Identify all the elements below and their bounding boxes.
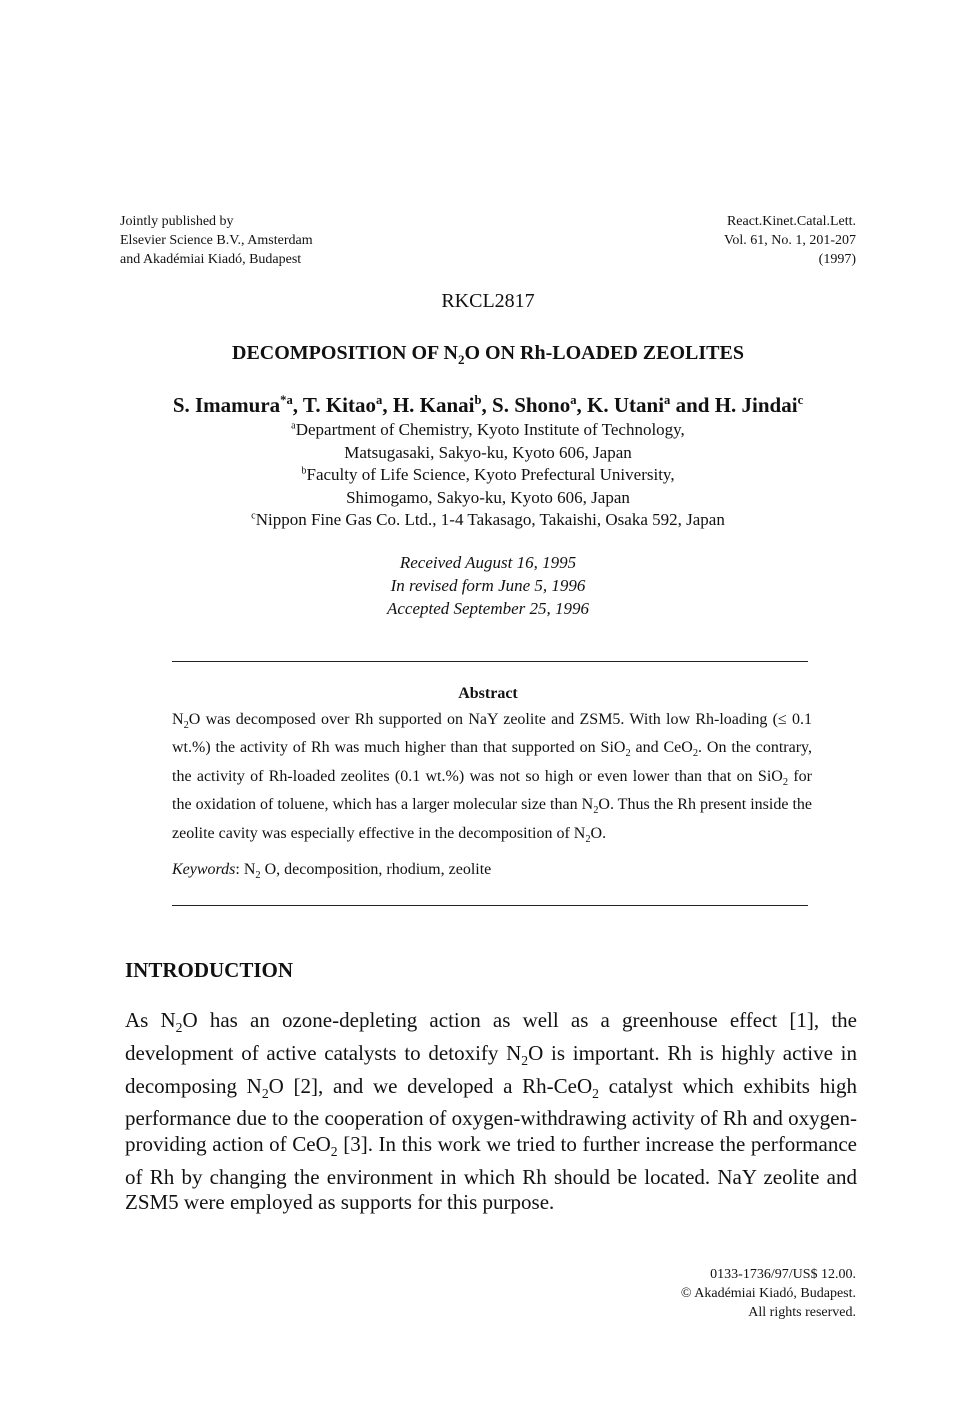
- price-code: 0133-1736/97/US$ 12.00.: [710, 1267, 856, 1282]
- abstract-bottom-divider: [172, 905, 808, 906]
- affiliation-mark: c: [251, 510, 256, 522]
- affiliation-mark: c: [797, 393, 804, 407]
- affiliation-mark: *a: [280, 393, 293, 407]
- affiliation-mark: b: [301, 465, 307, 477]
- author-list: S. Imamura$^{*a}$, T. Kitao$^a$, H. Kanai$^b$, S. Shono$^a$, K. Utani$^a$ and H. Jindai$^c$: [172, 393, 804, 417]
- publisher-line: Elsevier Science B.V., Amsterdam: [120, 233, 313, 248]
- received-date: Received August 16, 1995: [399, 553, 577, 572]
- article-code: RKCL2817: [441, 290, 535, 312]
- abstract-body: $N_2O$ was decomposed over Rh supported on NaY zeolite and ZSM5. With low Rh-loading (≤ 0.1 wt.%) the activity of Rh was much higher than that supported on SiO$_2$ and CeO$_2$. On the contrary, the activity of Rh-loaded zeolites (0.1 wt.%) was not so high or even lower than that on SiO$_2$ for the oxidation of toluene, which has a larger molecular size than $N_2O$. Thus the Rh present inside the zeolite cavity was especially effective in the decomposition of $N_2O$.: [172, 711, 813, 846]
- affiliation-line: $^b$Faculty of Life Science, Kyoto Prefectural University,: [301, 465, 675, 484]
- rights-statement: All rights reserved.: [748, 1305, 856, 1320]
- affiliation-mark: a: [664, 393, 671, 407]
- introduction-body: As $N_2O$ has an ozone-depleting action as well as a greenhouse effect [1], the development of active catalysts to detoxify $N_2O$ is important. Rh is highly active in decomposing $N_2O$ [2], and we developed a Rh-CeO$_2$ catalyst which exhibits high performance due to the cooperation of oxygen-withdrawing activity of Rh and oxygen-providing action of CeO$_2$ [3]. In this work we tried to further increase the performance of Rh by changing the environment in which Rh should be located. NaY zeolite and ZSM5 were employed as supports for this purpose.: [125, 1008, 857, 1215]
- author-name: H. Jindai: [714, 393, 798, 417]
- affiliation-line: $^c$Nippon Fine Gas Co. Ltd., 1-4 Takasago, Takaishi, Osaka 592, Japan: [251, 510, 725, 529]
- author-name: T. Kitao: [302, 393, 377, 417]
- author-name: K. Utani: [587, 393, 665, 417]
- affiliation-mark: b: [474, 393, 482, 407]
- abstract-heading: Abstract: [458, 685, 518, 702]
- copyright-block: [681, 1265, 856, 1322]
- paper-title: DECOMPOSITION OF $N_2O$ ON Rh-LOADED ZEOLITES: [232, 342, 744, 367]
- affiliation-line: Shimogamo, Sakyo-ku, Kyoto 606, Japan: [346, 487, 630, 507]
- journal-citation: [724, 212, 856, 269]
- affiliation-line: $^a$Department of Chemistry, Kyoto Institute of Technology,: [291, 420, 685, 439]
- keywords-line: Keywords: $N_2$ O, decomposition, rhodium, zeolite: [172, 861, 492, 882]
- affiliation-mark: a: [376, 393, 383, 407]
- publisher-info: [120, 212, 313, 269]
- submission-dates: [0, 551, 976, 620]
- publisher-line: Jointly published by: [120, 214, 234, 229]
- journal-year: (1997): [818, 252, 856, 267]
- keywords-label: Keywords: [172, 861, 236, 878]
- author-name: S. Shono: [492, 393, 571, 417]
- abstract-top-divider: [172, 661, 808, 662]
- copyright-holder: © Akadémiai Kiadó, Budapest.: [680, 1286, 856, 1301]
- affiliation-mark: a: [291, 420, 296, 432]
- journal-name: React.Kinet.Catal.Lett.: [726, 214, 856, 229]
- accepted-date: Accepted September 25, 1996: [386, 599, 590, 618]
- introduction-heading: INTRODUCTION: [125, 958, 294, 982]
- author-name: S. Imamura: [172, 393, 281, 417]
- affiliation-list: [0, 419, 976, 532]
- author-name: H. Kanai: [392, 393, 475, 417]
- affiliation-line: Matsugasaki, Sakyo-ku, Kyoto 606, Japan: [344, 442, 632, 462]
- publisher-line: and Akadémiai Kiadó, Budapest: [120, 252, 302, 267]
- journal-volume: Vol. 61, No. 1, 201-207: [724, 233, 856, 248]
- affiliation-mark: a: [570, 393, 577, 407]
- revised-date: In revised form June 5, 1996: [390, 576, 586, 595]
